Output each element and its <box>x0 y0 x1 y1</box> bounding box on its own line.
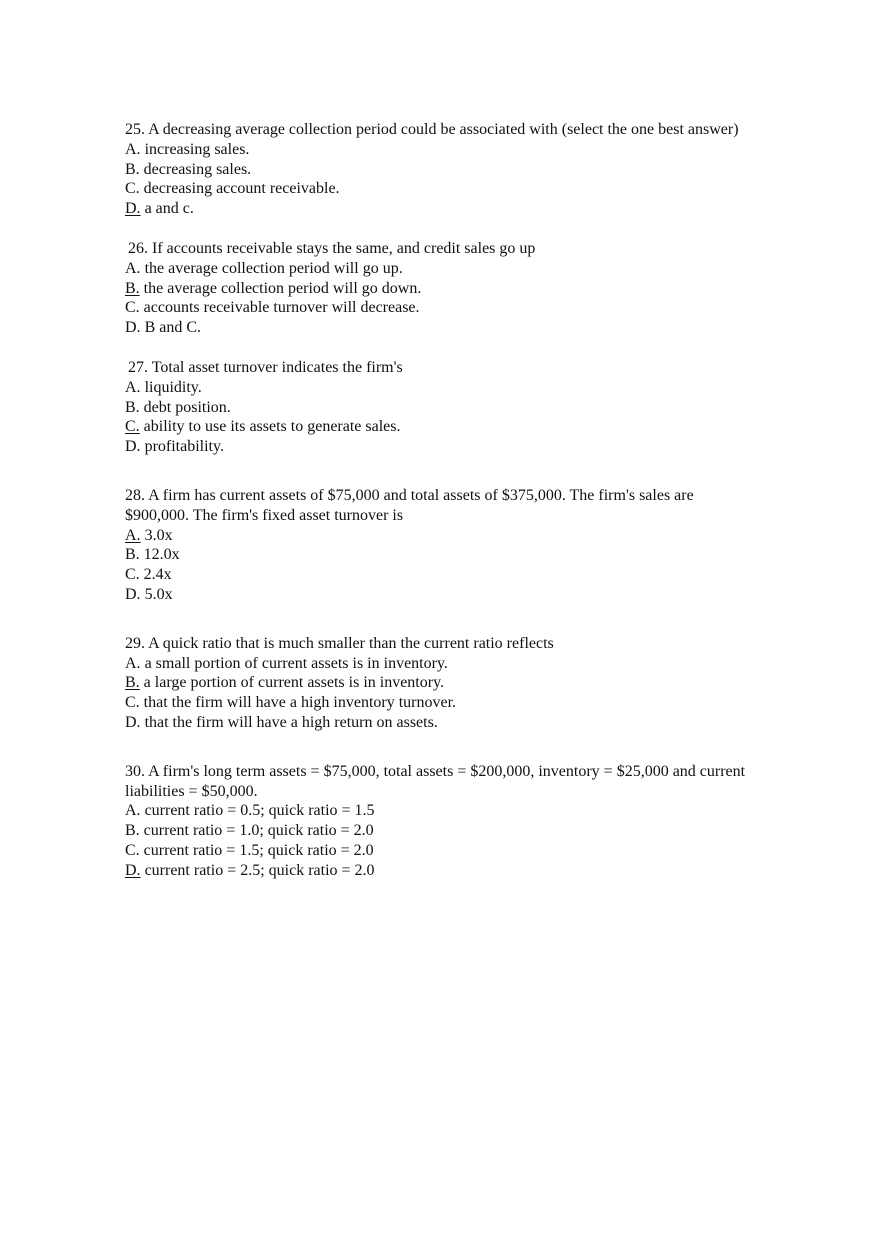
option-text: the average collection period will go up. <box>140 259 403 277</box>
option-b-correct <box>125 673 755 693</box>
option-letter: B. <box>125 398 140 416</box>
question-30 <box>125 762 755 881</box>
option-c <box>125 565 755 585</box>
option-a <box>125 654 755 674</box>
question-28 <box>125 486 755 605</box>
option-text: debt position. <box>139 398 231 416</box>
option-c <box>125 841 755 861</box>
option-text: a large portion of current assets is in inventory. <box>139 674 445 692</box>
option-text: 3.0x <box>140 526 173 544</box>
option-letter: D. <box>125 585 141 603</box>
option-letter: C. <box>125 180 140 198</box>
option-b-correct <box>125 279 755 299</box>
option-text: current ratio = 1.0; quick ratio = 2.0 <box>139 822 374 840</box>
option-letter: B. <box>125 546 140 564</box>
question-26 <box>125 239 755 338</box>
option-text: B and C. <box>140 319 202 337</box>
option-text: a and c. <box>140 200 194 218</box>
option-text: decreasing account receivable. <box>139 180 340 198</box>
option-letter: C. <box>125 841 140 859</box>
option-b <box>125 398 755 418</box>
option-text: 2.4x <box>139 566 172 584</box>
option-letter: A. <box>125 140 141 158</box>
option-text: decreasing sales. <box>139 160 252 178</box>
option-d <box>125 437 755 457</box>
option-text: 5.0x <box>140 585 173 603</box>
option-letter: A. <box>125 654 141 672</box>
option-c <box>125 298 755 318</box>
option-text: that the firm will have a high return on assets. <box>140 713 438 731</box>
option-c <box>125 693 755 713</box>
option-text: accounts receivable turnover will decrease. <box>139 299 420 317</box>
question-stem: 25. A decreasing average collection period could be associated with (select the one best answer) <box>125 121 739 138</box>
question-stem: 29. A quick ratio that is much smaller than the current ratio reflects <box>125 634 554 652</box>
option-a <box>125 801 755 821</box>
option-b <box>125 545 755 565</box>
option-d <box>125 318 755 338</box>
option-letter: B. <box>125 160 140 178</box>
question-stem: 26. If accounts receivable stays the same, and credit sales go up <box>128 239 536 257</box>
answer-letter-underlined: A. <box>125 526 141 544</box>
option-b <box>125 160 755 180</box>
option-letter: C. <box>125 694 140 712</box>
option-letter: D. <box>125 438 141 456</box>
option-d-correct <box>125 861 755 881</box>
question-27 <box>125 358 755 457</box>
question-stem: 30. A firm's long term assets = $75,000, total assets = $200,000, inventory = $25,000 and current liabilities = $50,000. <box>125 762 746 800</box>
option-text: a small portion of current assets is in inventory. <box>140 654 448 672</box>
option-letter: C. <box>125 299 140 317</box>
question-stem: 27. Total asset turnover indicates the firm's <box>128 358 403 376</box>
option-letter: D. <box>125 319 141 337</box>
question-25 <box>125 120 755 219</box>
option-text: liquidity. <box>140 378 202 396</box>
option-text: that the firm will have a high inventory turnover. <box>139 694 457 712</box>
option-letter: C. <box>125 566 140 584</box>
option-d <box>125 585 755 605</box>
option-c-correct <box>125 417 755 437</box>
option-text: increasing sales. <box>140 140 250 158</box>
option-b <box>125 821 755 841</box>
option-text: current ratio = 0.5; quick ratio = 1.5 <box>140 802 375 820</box>
option-letter: A. <box>125 259 141 277</box>
question-29 <box>125 634 755 733</box>
option-d <box>125 713 755 733</box>
option-a <box>125 259 755 279</box>
answer-letter-underlined: D. <box>125 861 141 879</box>
answer-letter-underlined: D. <box>125 200 141 218</box>
option-text: current ratio = 1.5; quick ratio = 2.0 <box>139 841 374 859</box>
answer-letter-underlined: C. <box>125 418 140 436</box>
option-a <box>125 140 755 160</box>
option-text: ability to use its assets to generate sales. <box>139 418 401 436</box>
option-letter: D. <box>125 713 141 731</box>
answer-letter-underlined: B. <box>125 279 140 297</box>
option-a <box>125 378 755 398</box>
option-a-correct <box>125 526 755 546</box>
question-list <box>125 120 755 881</box>
option-text: the average collection period will go down. <box>139 279 422 297</box>
option-letter: B. <box>125 822 140 840</box>
option-text: 12.0x <box>139 546 180 564</box>
option-text: current ratio = 2.5; quick ratio = 2.0 <box>140 861 375 879</box>
option-letter: A. <box>125 802 141 820</box>
option-d-correct <box>125 199 755 219</box>
question-stem: 28. A firm has current assets of $75,000 and total assets of $375,000. The firm's sales are $900,000. The firm's fixed asset turnover is <box>125 486 694 524</box>
option-text: profitability. <box>140 438 224 456</box>
option-letter: A. <box>125 378 141 396</box>
answer-letter-underlined: B. <box>125 674 140 692</box>
option-c <box>125 179 755 199</box>
